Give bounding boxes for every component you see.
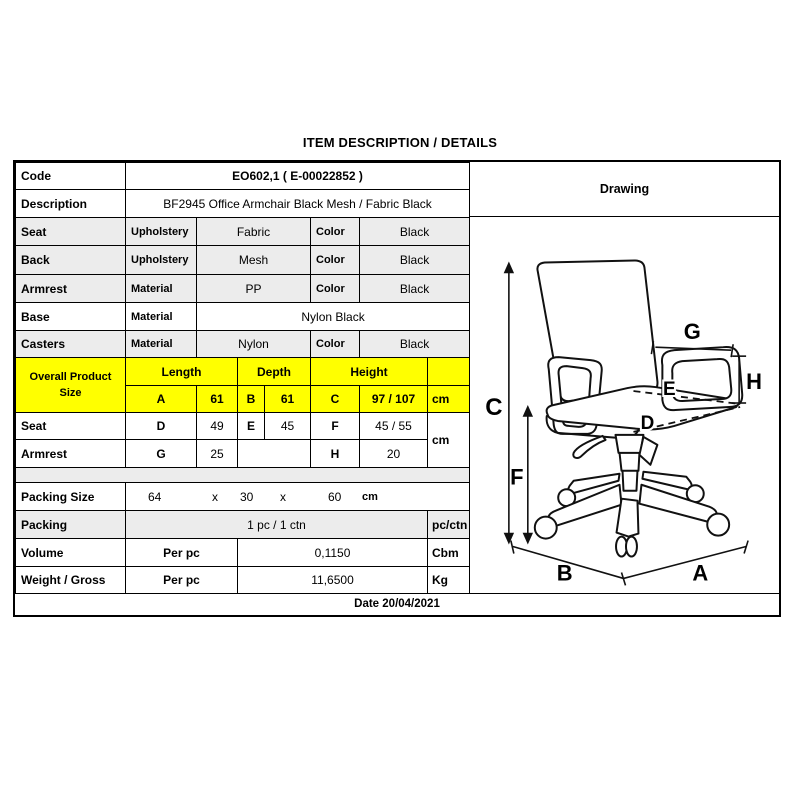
dim-d-label: D <box>640 412 655 434</box>
seat-size-label: Seat <box>16 413 126 440</box>
dim-e-key: E <box>238 413 265 440</box>
packing-label: Packing <box>16 511 126 539</box>
dim-g-key: G <box>126 440 197 468</box>
spec-sheet <box>13 160 781 617</box>
dim-b-label: B <box>556 560 573 586</box>
description-value: BF2945 Office Armchair Black Mesh / Fabric Black <box>126 190 470 218</box>
dim-d-value: 49 <box>197 413 238 440</box>
casters-color-label: Color <box>311 331 360 358</box>
chair-caster-front-b <box>626 537 637 557</box>
volume-unit: Cbm <box>428 539 470 567</box>
packing-size-sep1: x <box>212 489 218 504</box>
volume-per: Per pc <box>126 539 238 567</box>
dim-a-key: A <box>126 386 197 413</box>
chair-leg-front <box>617 499 639 537</box>
packing-size-sep2: x <box>280 489 286 504</box>
seat-color-value: Black <box>360 218 470 246</box>
size-header-row <box>16 358 470 386</box>
back-color-value: Black <box>360 246 470 275</box>
depth-header: Depth <box>238 358 311 386</box>
base-label: Base <box>16 303 126 331</box>
packing-size-unit: cm <box>362 490 378 503</box>
chair-caster-left <box>535 517 557 539</box>
dim-h-value: 20 <box>360 440 428 468</box>
armrest-color-label: Color <box>311 275 360 303</box>
packing-unit: pc/ctn <box>428 511 470 539</box>
overall-unit: cm <box>428 386 470 413</box>
armrest-size-empty <box>238 440 311 468</box>
dim-h-label: H <box>746 369 762 395</box>
seat-attr: Upholstery <box>126 218 197 246</box>
code-value: EO602,1 ( E-00022852 ) <box>126 163 470 190</box>
seat-material-row <box>16 218 470 246</box>
dim-b-key: B <box>238 386 265 413</box>
dim-f-label: F <box>510 464 524 490</box>
base-material-row <box>16 303 470 331</box>
spacer-row <box>16 468 470 483</box>
dim-a-line <box>624 547 747 579</box>
packing-size-v1: 64 <box>148 489 162 504</box>
armrest-label: Armrest <box>16 275 126 303</box>
volume-value: 0,1150 <box>238 539 428 567</box>
description-row <box>16 190 470 218</box>
chair-drawing <box>470 217 779 592</box>
casters-value: Nylon <box>197 331 311 358</box>
chair-gas-lift <box>616 435 644 491</box>
volume-label: Volume <box>16 539 126 567</box>
weight-value: 11,6500 <box>238 567 428 594</box>
dim-c-label: C <box>485 393 503 421</box>
packing-size-v2: 30 <box>240 489 254 504</box>
base-value: Nylon Black <box>197 303 470 331</box>
packing-size-row <box>16 483 470 511</box>
chair-tilt-knob <box>639 437 657 465</box>
drawing-panel-title: Drawing <box>470 162 779 217</box>
dim-a-label: A <box>692 560 709 586</box>
packing-row <box>16 511 470 539</box>
weight-row <box>16 567 470 594</box>
page-title: ITEM DESCRIPTION / DETAILS <box>302 135 498 150</box>
back-attr: Upholstery <box>126 246 197 275</box>
code-label: Code <box>16 163 126 190</box>
spacer-cell <box>16 468 470 483</box>
casters-attr: Material <box>126 331 197 358</box>
height-header: Height <box>311 358 428 386</box>
armrest-value: PP <box>197 275 311 303</box>
packing-size-label: Packing Size <box>16 483 126 511</box>
seat-armrest-unit: cm <box>428 413 470 468</box>
chair-leg-right <box>639 485 716 523</box>
dim-c-key: C <box>311 386 360 413</box>
dim-ab-joint-tick <box>622 572 626 585</box>
seat-value: Fabric <box>197 218 311 246</box>
armrest-color-value: Black <box>360 275 470 303</box>
spec-table <box>15 162 470 594</box>
chair-lever <box>573 436 605 458</box>
armrest-attr: Material <box>126 275 197 303</box>
packing-size-v3: 60 <box>328 489 342 504</box>
dim-e-label: E <box>663 379 676 401</box>
volume-row <box>16 539 470 567</box>
dim-a-value: 61 <box>197 386 238 413</box>
chair-caster-right <box>707 514 729 536</box>
dim-h-key: H <box>311 440 360 468</box>
description-label: Description <box>16 190 126 218</box>
code-row <box>16 163 470 190</box>
back-color-label: Color <box>311 246 360 275</box>
dim-c-value: 97 / 107 <box>360 386 428 413</box>
drawing-panel <box>469 162 779 593</box>
size-header-unit-spacer <box>428 358 470 386</box>
dim-e-value: 45 <box>265 413 311 440</box>
weight-per: Per pc <box>126 567 238 594</box>
casters-label: Casters <box>16 331 126 358</box>
back-material-row <box>16 246 470 275</box>
overall-size-header: Overall Product Size <box>16 358 126 413</box>
length-header: Length <box>126 358 238 386</box>
chair-leg-left <box>548 485 621 527</box>
packing-value: 1 pc / 1 ctn <box>126 511 428 539</box>
packing-size-value <box>126 483 470 511</box>
weight-label: Weight / Gross <box>16 567 126 594</box>
dim-b-value: 61 <box>265 386 311 413</box>
dim-f-key: F <box>311 413 360 440</box>
armrest-material-row <box>16 275 470 303</box>
dim-f-value: 45 / 55 <box>360 413 428 440</box>
seat-color-label: Color <box>311 218 360 246</box>
date-row: Date 20/04/2021 <box>15 593 779 615</box>
seat-label: Seat <box>16 218 126 246</box>
casters-material-row <box>16 331 470 358</box>
casters-color-value: Black <box>360 331 470 358</box>
armrest-size-row <box>16 440 470 468</box>
base-attr: Material <box>126 303 197 331</box>
back-label: Back <box>16 246 126 275</box>
dim-d-key: D <box>126 413 197 440</box>
armrest-size-label: Armrest <box>16 440 126 468</box>
seat-size-row <box>16 413 470 440</box>
dim-g-value: 25 <box>197 440 238 468</box>
back-value: Mesh <box>197 246 311 275</box>
weight-unit: Kg <box>428 567 470 594</box>
dim-g-label: G <box>683 319 701 345</box>
